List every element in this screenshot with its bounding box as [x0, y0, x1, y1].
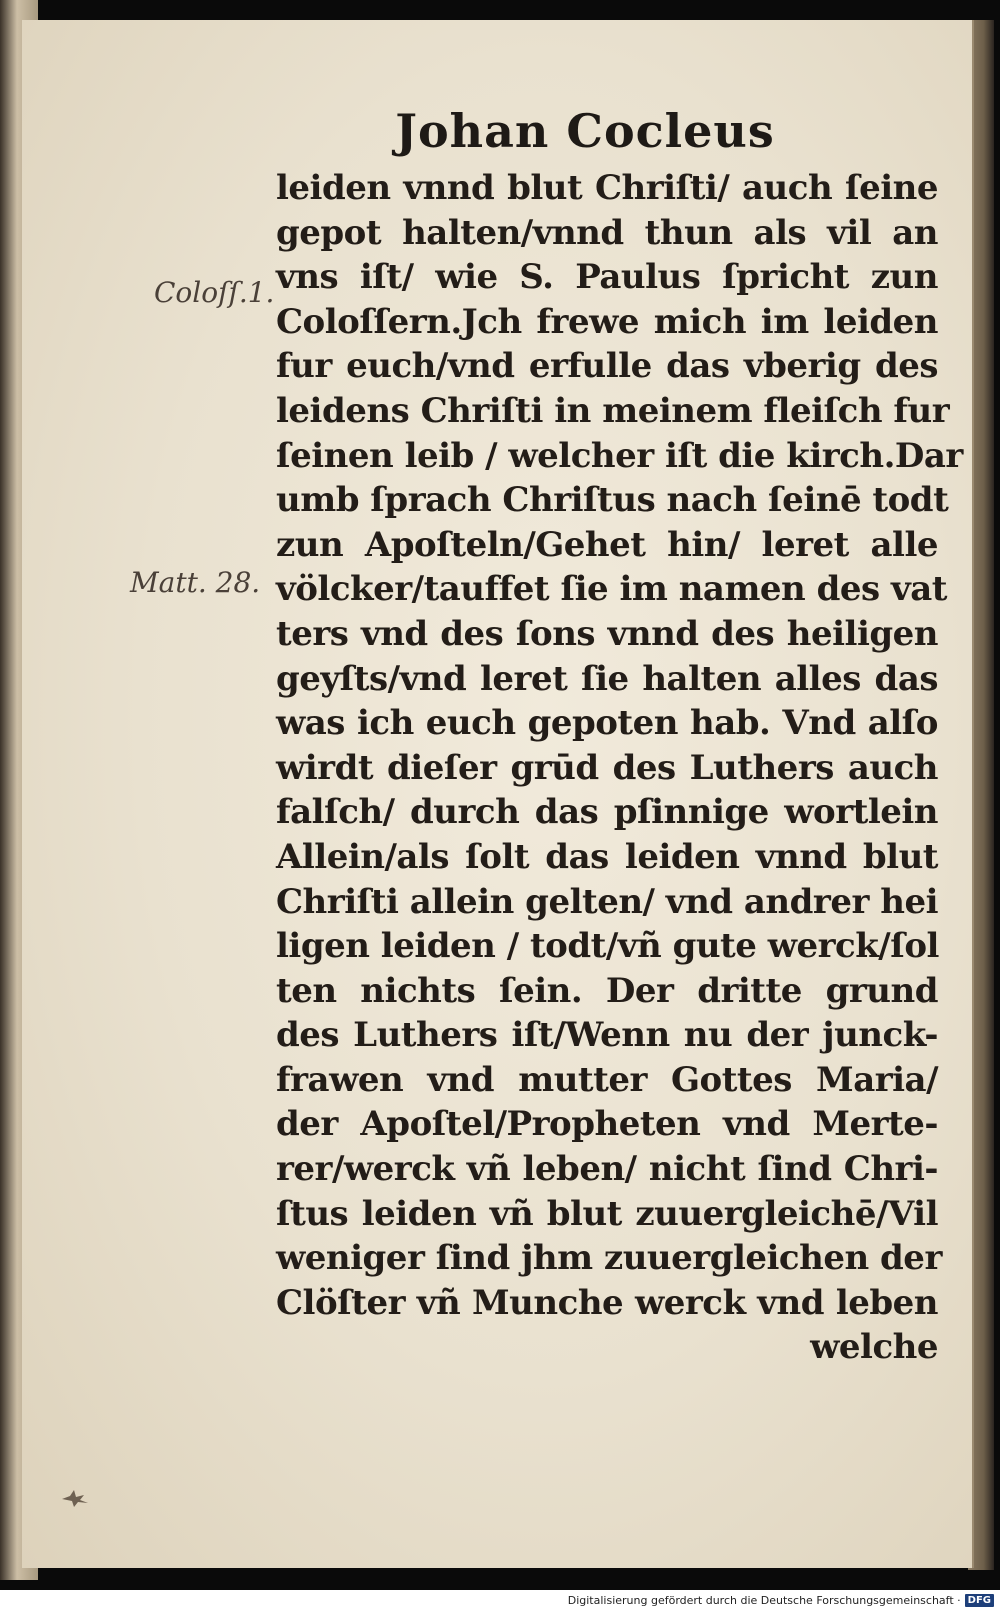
text-line: ten nichts ſein. Der dritte grund — [276, 970, 938, 1011]
text-line: weniger ſind jhm zuuergleichen der — [276, 1238, 942, 1279]
text-line: ſtus leiden vñ blut zuuergleichē/Vil — [276, 1193, 938, 1234]
text-line: Allein/als ſolt das leiden vnnd blut — [276, 836, 938, 877]
text-line: falſch/ durch das pſinnige wortlein — [276, 792, 938, 833]
text-line: rer/werck vñ leben/ nicht ſind Chri- — [276, 1149, 938, 1190]
text-line: Chriſti allein gelten/ vnd andrer hei — [276, 881, 938, 922]
text-line: wirdt dieſer grūd des Luthers auch — [276, 747, 938, 788]
running-title: Johan Cocleus — [395, 104, 775, 158]
text-line: völcker/tauffet ſie im namen des vat — [276, 569, 947, 610]
text-line: fur euch/vnd erfulle das vberig des — [276, 346, 938, 387]
text-line: der Apoſtel/Propheten vnd Merte- — [276, 1104, 938, 1145]
catchword: welche — [810, 1327, 938, 1368]
dfg-logo: DFG — [965, 1594, 994, 1607]
marginal-note-matthew: Matt. 28. — [130, 566, 261, 599]
text-line: gepot halten/vnnd thun als vil an — [276, 212, 938, 253]
text-line: leiden vnnd blut Chriſti/ auch ſeine — [276, 168, 938, 208]
text-line: was ich euch gepoten hab. Vnd alſo — [276, 703, 938, 744]
text-line: vns iſt/ wie S. Paulus ſpricht zun — [276, 257, 938, 298]
text-line: frawen vnd mutter Gottes Maria/ — [276, 1059, 938, 1100]
text-line: Clöſter vñ Munche werck vnd leben — [276, 1282, 938, 1323]
ink-blot-icon — [58, 1486, 98, 1516]
digitization-credit — [568, 1594, 994, 1607]
text-line: geyſts/vnd leret ſie halten alles das — [276, 658, 938, 699]
text-line: zun Apoſteln/Gehet hin/ leret alle — [276, 524, 938, 565]
text-line: ſeinen leib / welcher iſt die kirch.Dar — [276, 435, 963, 476]
text-line: umb ſprach Chriſtus nach ſeinē todt — [276, 480, 949, 521]
text-line: leidens Chriſti in meinem fleiſch fur — [276, 390, 950, 431]
text-line: Coloſſern.Jch frewe mich im leiden — [276, 301, 938, 342]
text-line: ligen leiden / todt/vñ gute werck/ſol — [276, 926, 939, 967]
text-line: des Luthers iſt/Wenn nu der junck- — [276, 1015, 938, 1056]
credit-text: Digitalisierung gefördert durch die Deutsche Forschungsgemeinschaft · — [567, 1594, 961, 1607]
body-text — [276, 166, 963, 1370]
marginal-note-colossians: Coloſſ.1. — [154, 276, 275, 309]
text-line: ters vnd des ſons vnnd des heiligen — [276, 613, 938, 654]
